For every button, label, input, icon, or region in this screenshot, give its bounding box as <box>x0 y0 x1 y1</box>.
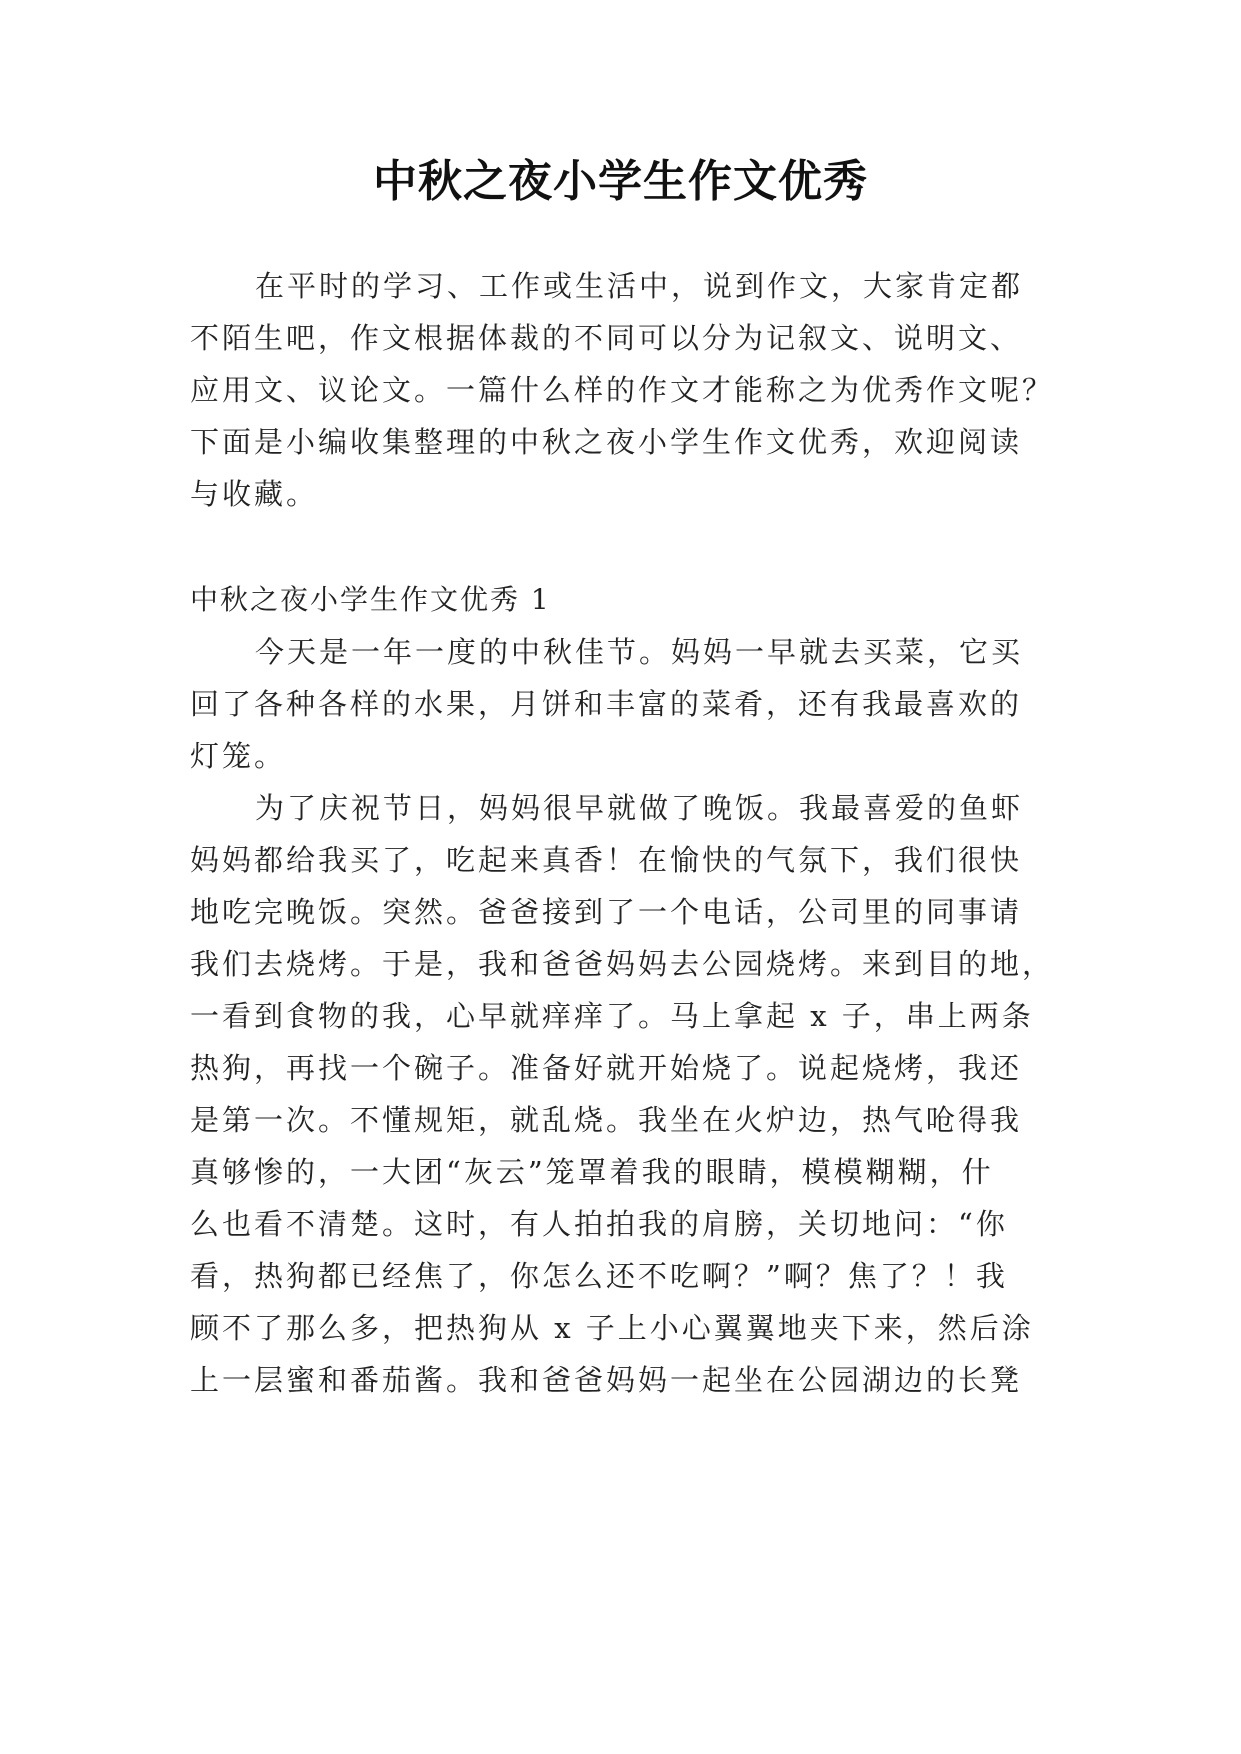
paragraph-line: 为了庆祝节日，妈妈很早就做了晚饭。我最喜爱的鱼虾 <box>255 791 1024 825</box>
paragraph-line: 妈妈都给我买了，吃起来真香！在愉快的气氛下，我们很快 <box>190 843 1023 877</box>
paragraph-line: 顾不了那么多，把热狗从 x 子上小心翼翼地夹下来，然后涂 <box>190 1311 1034 1345</box>
document-title: 中秋之夜小学生作文优秀 <box>373 156 868 207</box>
intro-line: 与收藏。 <box>190 477 319 511</box>
paragraph-line: 热狗，再找一个碗子。准备好就开始烧了。说起烧烤，我还 <box>190 1051 1023 1085</box>
paragraph-line: 真够惨的，一大团“灰云”笼罩着我的眼睛，模模糊糊，什 <box>190 1155 994 1189</box>
paragraph-line: 灯笼。 <box>190 739 287 773</box>
paragraph-line: 地吃完晚饭。突然。爸爸接到了一个电话，公司里的同事请 <box>190 895 1023 929</box>
paragraph-line: 今天是一年一度的中秋佳节。妈妈一早就去买菜，它买 <box>255 635 1024 669</box>
intro-line: 不陌生吧，作文根据体裁的不同可以分为记叙文、说明文、 <box>190 321 1023 355</box>
paragraph-line: 是第一次。不懂规矩，就乱烧。我坐在火炉边，热气呛得我 <box>190 1103 1023 1137</box>
paragraph-line: 一看到食物的我，心早就痒痒了。马上拿起 x 子，串上两条 <box>190 999 1034 1033</box>
intro-line: 下面是小编收集整理的中秋之夜小学生作文优秀，欢迎阅读 <box>190 425 1023 459</box>
paragraph-line: 么也看不清楚。这时，有人拍拍我的肩膀，关切地问：“你 <box>190 1207 1008 1241</box>
section-heading: 中秋之夜小学生作文优秀 1 <box>190 583 551 616</box>
paragraph-line: 上一层蜜和番茄酱。我和爸爸妈妈一起坐在公园湖边的长凳 <box>190 1363 1023 1397</box>
intro-line: 应用文、议论文。一篇什么样的作文才能称之为优秀作文呢？ <box>190 373 1055 407</box>
intro-line: 在平时的学习、工作或生活中，说到作文，大家肯定都 <box>255 269 1024 303</box>
paragraph-line: 我们去烧烤。于是，我和爸爸妈妈去公园烧烤。来到目的地， <box>190 947 1055 981</box>
paragraph-line: 看，热狗都已经焦了，你怎么还不吃啊？”啊？焦了？！我 <box>190 1259 1008 1293</box>
paragraph-line: 回了各种各样的水果，月饼和丰富的菜肴，还有我最喜欢的 <box>190 687 1023 721</box>
